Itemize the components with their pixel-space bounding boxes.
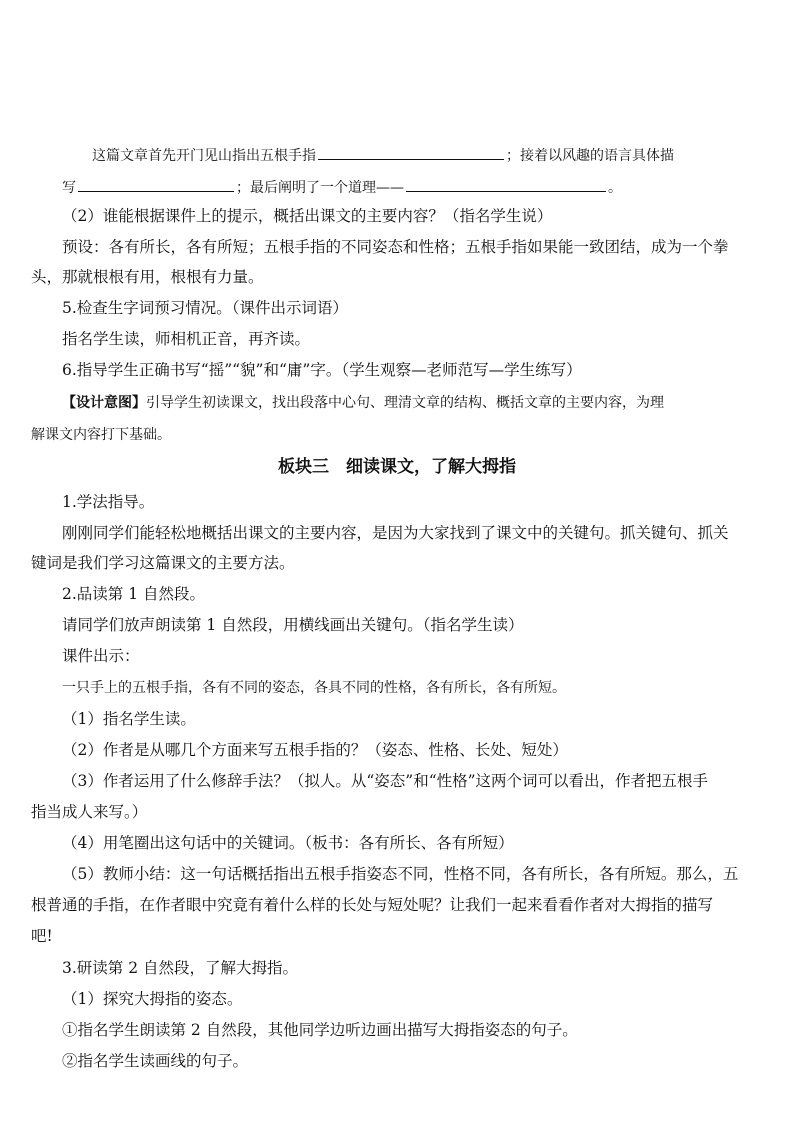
design-intent-tag: 【设计意图】	[62, 395, 146, 411]
text-fragment: ；接着以风趣的语言具体描	[506, 148, 674, 164]
text-fragment: 写	[62, 180, 76, 196]
paragraph-line: （2）谁能根据课件上的提示，概括出课文的主要内容？（指名学生说）	[62, 207, 553, 225]
answer-blank-1[interactable]	[318, 144, 504, 160]
paragraph-line: 预设：各有所长，各有所短；五根手指的不同姿态和性格；五根手指如果能一致团结，成为一个拳	[62, 238, 729, 256]
paragraph-line: 键词是我们学习这篇课文的主要方法。	[31, 554, 295, 572]
paragraph-line: （4）用笔圈出这句话中的关键词。（板书：各有所长、各有所短）	[62, 834, 514, 852]
section-heading: 板块三 细读课文，了解大拇指	[278, 457, 516, 477]
text-fragment: 。	[608, 180, 622, 196]
paragraph-line: （1）指名学生读。	[62, 710, 196, 728]
paragraph-line: ②指名学生读画线的句子。	[62, 1052, 249, 1070]
text-fragment: 引导学生初读课文，找出段落中心句、理清文章的结构、概括文章的主要内容，为理	[146, 395, 664, 411]
paragraph-line: （3）作者运用了什么修辞手法？（拟人。从“姿态”和“性格”这两个词可以看出，作者把五根手	[62, 772, 709, 790]
paragraph-line: （2）作者是从哪几个方面来写五根手指的？（姿态、性格、长处、短处）	[62, 741, 568, 759]
paragraph-line: 6.指导学生正确书写“摇”“貌”和“庸”字。（学生观察—老师范写—学生练写）	[62, 361, 582, 379]
paragraph-line: 指名学生读，师相机正音，再齐读。	[62, 330, 311, 348]
paragraph-line: 课件出示：	[62, 647, 140, 665]
paragraph-line: 2.品读第 1 自然段。	[62, 585, 206, 603]
paragraph-line: 刚刚同学们能轻松地概括出课文的主要内容，是因为大家找到了课文中的关键句。抓关键句、抓关	[62, 524, 729, 542]
paragraph-line: 头，那就根根有用，根根有力量。	[31, 268, 264, 286]
paragraph-line: （1）探究大拇指的姿态。	[62, 990, 243, 1008]
text-fragment: 这篇文章首先开门见山指出五根手指	[92, 148, 316, 164]
answer-blank-2[interactable]	[78, 176, 234, 192]
design-intent-line	[62, 392, 664, 414]
quoted-sentence: 一只手上的五根手指，各有不同的姿态，各具不同的性格，各有所长，各有所短。	[62, 680, 566, 696]
paragraph-line: 解课文内容打下基础。	[31, 427, 171, 443]
paragraph-line: 请同学们放声朗读第 1 自然段，用横线画出关键句。（指名学生读）	[62, 616, 524, 634]
text-fragment: ；最后阐明了一个道理——	[236, 180, 404, 196]
answer-blank-3[interactable]	[406, 176, 606, 192]
summary-line-1	[92, 144, 674, 167]
paragraph-line: 5.检查生字词预习情况。（课件出示词语）	[62, 299, 349, 317]
paragraph-line: 指当成人来写。）	[31, 803, 148, 821]
paragraph-line: 根普通的手指，在作者眼中究竟有着什么样的长处与短处呢？让我们一起来看看作者对大拇指的描写	[31, 896, 714, 914]
summary-line-2	[62, 176, 622, 199]
paragraph-line: 吧!	[31, 927, 53, 945]
paragraph-line: ①指名学生朗读第 2 自然段，其他同学边听边画出描写大拇指姿态的句子。	[62, 1021, 578, 1039]
paragraph-line: 1.学法指导。	[62, 493, 155, 511]
paragraph-line: （5）教师小结：这一句话概括指出五根手指姿态不同，性格不同，各有所长，各有所短。那么，五	[62, 865, 739, 883]
paragraph-line: 3.研读第 2 自然段，了解大拇指。	[62, 959, 299, 977]
